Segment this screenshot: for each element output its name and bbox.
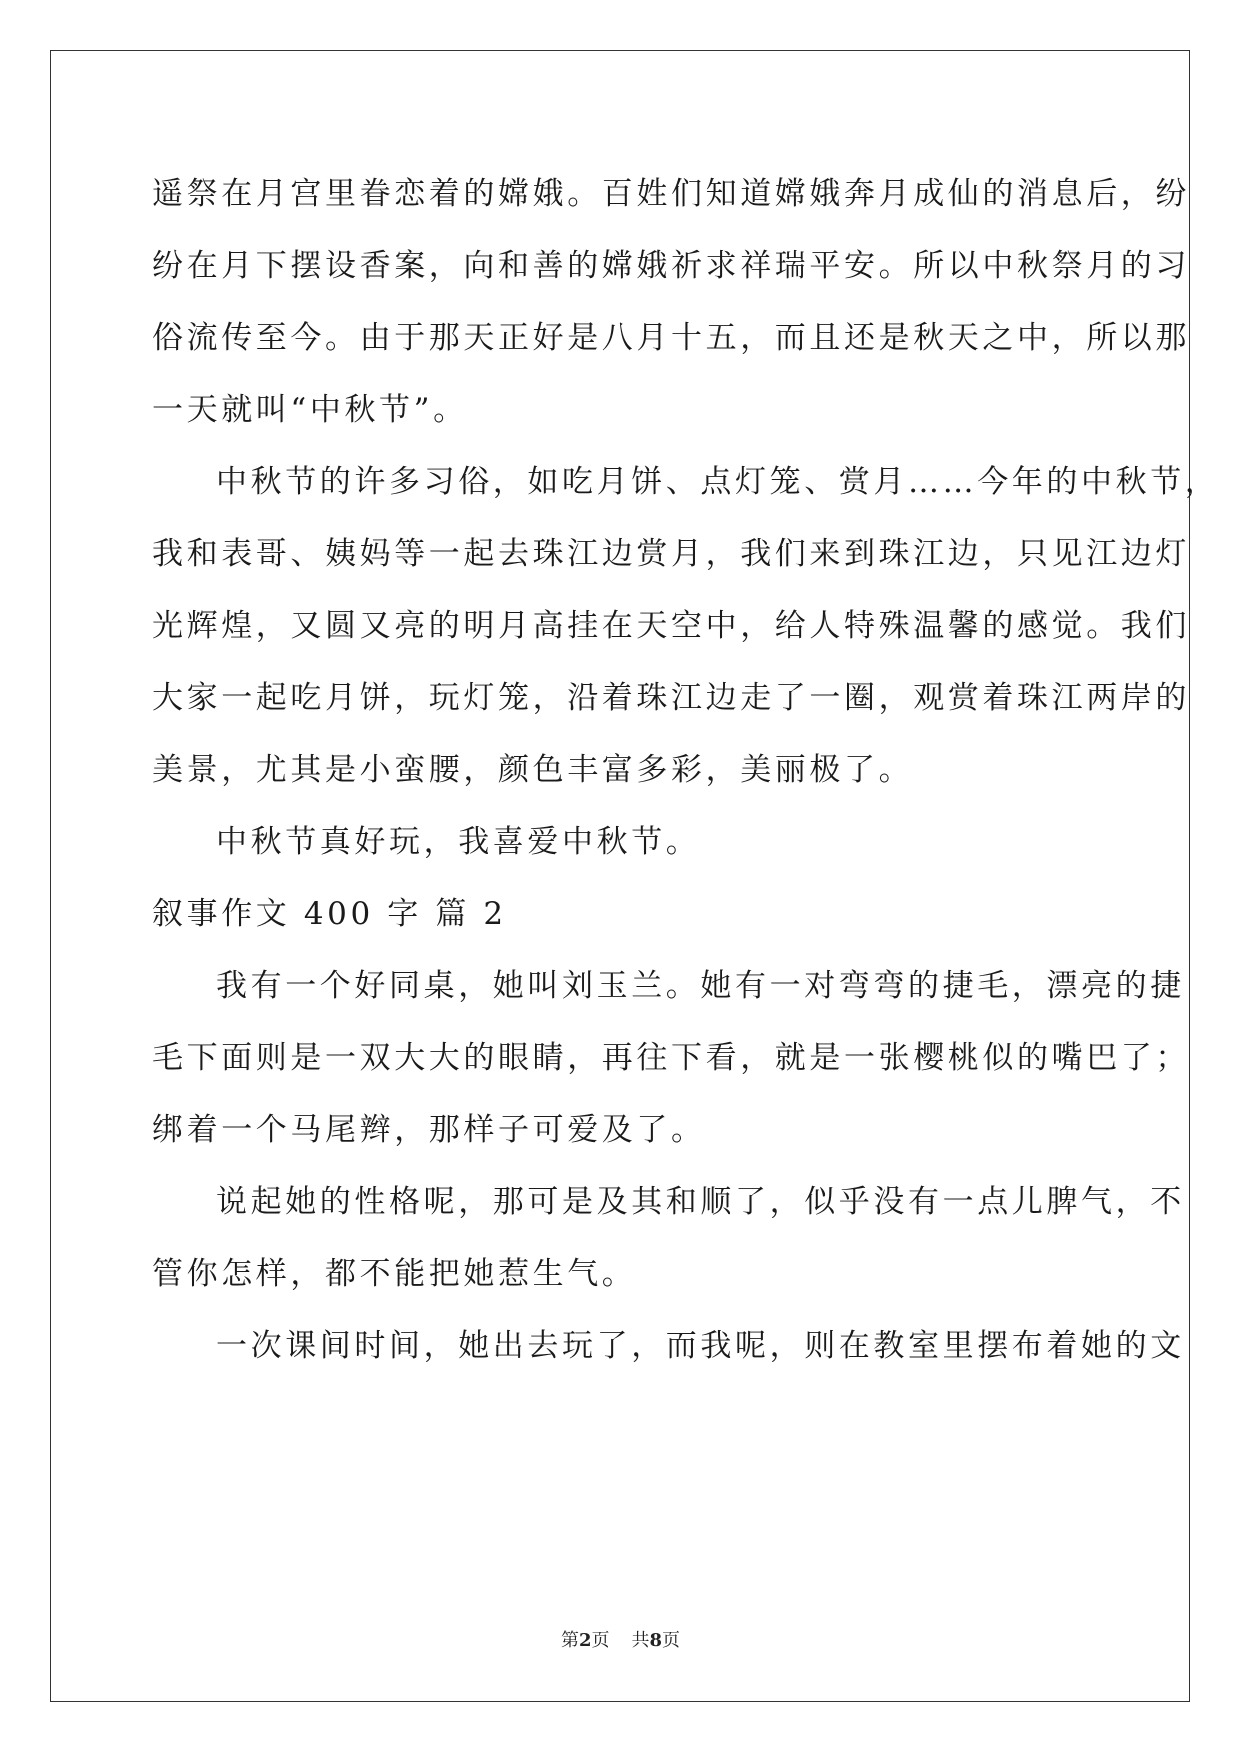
text-line: 中秋节的许多习俗，如吃月饼、点灯笼、赏月……今年的中秋节， [216,464,1220,500]
page-footer [0,1626,1241,1652]
text-line: 美景，尤其是小蛮腰，颜色丰富多彩，美丽极了。 [152,752,914,788]
text-line: 一次课间时间，她出去玩了，而我呢，则在教室里摆布着她的文 [216,1328,1185,1364]
total-prefix: 共 [631,1630,650,1651]
text-line: 中秋节真好玩，我喜爱中秋节。 [216,824,701,860]
page-prefix: 第 [560,1630,579,1651]
text-line: 一天就叫“中秋节”。 [152,392,468,428]
text-line: 纷在月下摆设香案，向和善的嫦娥祈求祥瑞平安。所以中秋祭月的习 [152,248,1190,284]
section-heading: 叙事作文 400 字 篇 2 [152,896,507,932]
total-pages: 8 [649,1630,663,1651]
text-line: 俗流传至今。由于那天正好是八月十五，而且还是秋天之中，所以那 [152,320,1190,356]
page-number: 2 [578,1630,592,1651]
text-line: 大家一起吃月饼，玩灯笼，沿着珠江边走了一圈，观赏着珠江两岸的 [152,680,1190,716]
text-line: 毛下面则是一双大大的眼睛，再往下看，就是一张樱桃似的嘴巴了； [152,1040,1190,1076]
text-line: 遥祭在月宫里眷恋着的嫦娥。百姓们知道嫦娥奔月成仙的消息后，纷 [152,176,1190,212]
text-line: 管你怎样，都不能把她惹生气。 [152,1256,637,1292]
text-line: 我有一个好同桌，她叫刘玉兰。她有一对弯弯的捷毛，漂亮的捷 [216,968,1185,1004]
page-suffix: 页 [591,1630,610,1651]
text-line: 绑着一个马尾辫，那样子可爱及了。 [152,1112,706,1148]
text-line: 我和表哥、姨妈等一起去珠江边赏月，我们来到珠江边，只见江边灯 [152,536,1190,572]
text-line: 光辉煌，又圆又亮的明月高挂在天空中，给人特殊温馨的感觉。我们 [152,608,1190,644]
text-line: 说起她的性格呢，那可是及其和顺了，似乎没有一点儿脾气，不 [216,1184,1185,1220]
total-suffix: 页 [662,1630,681,1651]
document-body [152,158,1220,1382]
